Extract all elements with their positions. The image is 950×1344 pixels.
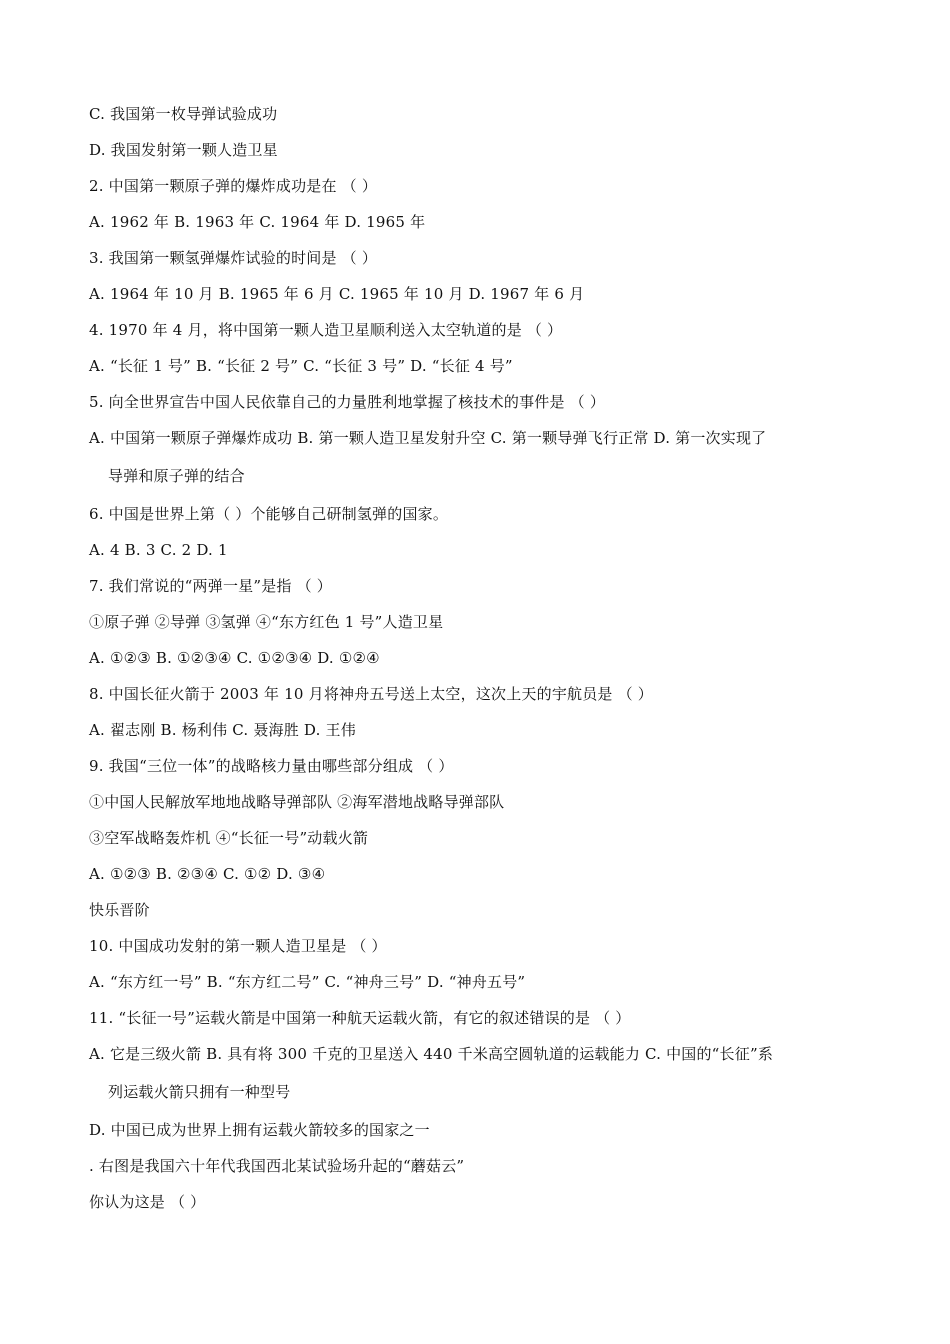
option-line: A. 1962 年 B. 1963 年 C. 1964 年 D. 1965 年 <box>89 213 426 231</box>
question-line: 7. 我们常说的“两弹一星”是指 （ ） <box>89 577 332 595</box>
option-continuation: 列运载火箭只拥有一种型号 <box>108 1083 291 1101</box>
section-heading: 快乐晋阶 <box>89 901 150 919</box>
option-line: A. “东方红一号” B. “东方红二号” C. “神舟三号” D. “神舟五号” <box>89 973 526 991</box>
statement-line: ③空军战略轰炸机 ④“长征一号”动载火箭 <box>89 829 369 847</box>
statement-line: ①原子弹 ②导弹 ③氢弹 ④“东方红色 1 号”人造卫星 <box>89 613 444 631</box>
option-line: A. 1964 年 10 月 B. 1965 年 6 月 C. 1965 年 10 月 D. 1967 年 6 月 <box>89 285 585 303</box>
question-line: 9. 我国“三位一体”的战略核力量由哪些部分组成 （ ） <box>89 757 454 775</box>
option-line: A. 中国第一颗原子弹爆炸成功 B. 第一颗人造卫星发射升空 C. 第一颗导弹飞行正常 D. 第一次实现了 <box>89 429 767 447</box>
option-line: A. 它是三级火箭 B. 具有将 300 千克的卫星送入 440 千米高空圆轨道的运载能力 C. 中国的“长征”系 <box>89 1045 774 1063</box>
question-line: 6. 中国是世界上第（ ）个能够自己研制氢弹的国家。 <box>89 505 449 523</box>
option-line: A. 翟志刚 B. 杨利伟 C. 聂海胜 D. 王伟 <box>89 721 356 739</box>
option-line: D. 中国已成为世界上拥有运载火箭较多的国家之一 <box>89 1121 430 1139</box>
option-line: A. ①②③ B. ②③④ C. ①② D. ③④ <box>89 865 326 883</box>
question-line: . 右图是我国六十年代我国西北某试验场升起的“蘑菇云” <box>89 1157 465 1175</box>
question-line: 5. 向全世界宣告中国人民依靠自己的力量胜利地掌握了核技术的事件是 （ ） <box>89 393 606 411</box>
question-line: 3. 我国第一颗氢弹爆炸试验的时间是 （ ） <box>89 249 378 267</box>
question-line: 8. 中国长征火箭于 2003 年 10 月将神舟五号送上太空，这次上天的宇航员是 （ ） <box>89 685 653 703</box>
option-continuation: 导弹和原子弹的结合 <box>108 467 245 485</box>
option-line: A. “长征 1 号” B. “长征 2 号” C. “长征 3 号” D. “长征 4 号” <box>89 357 513 375</box>
question-line: 10. 中国成功发射的第一颗人造卫星是 （ ） <box>89 937 387 955</box>
question-line: 2. 中国第一颗原子弹的爆炸成功是在 （ ） <box>89 177 378 195</box>
statement-line: ①中国人民解放军地地战略导弹部队 ②海军潜地战略导弹部队 <box>89 793 505 811</box>
option-line: A. 4 B. 3 C. 2 D. 1 <box>89 541 228 559</box>
option-line: D. 我国发射第一颗人造卫星 <box>89 141 278 159</box>
question-line: 11. “长征一号”运载火箭是中国第一种航天运载火箭，有它的叙述错误的是 （ ） <box>89 1009 631 1027</box>
option-line: C. 我国第一枚导弹试验成功 <box>89 105 278 123</box>
option-line: A. ①②③ B. ①②③④ C. ①②③④ D. ①②④ <box>89 649 380 667</box>
question-line: 你认为这是 （ ） <box>89 1193 206 1211</box>
question-line: 4. 1970 年 4 月，将中国第一颗人造卫星顺利送入太空轨道的是 （ ） <box>89 321 563 339</box>
